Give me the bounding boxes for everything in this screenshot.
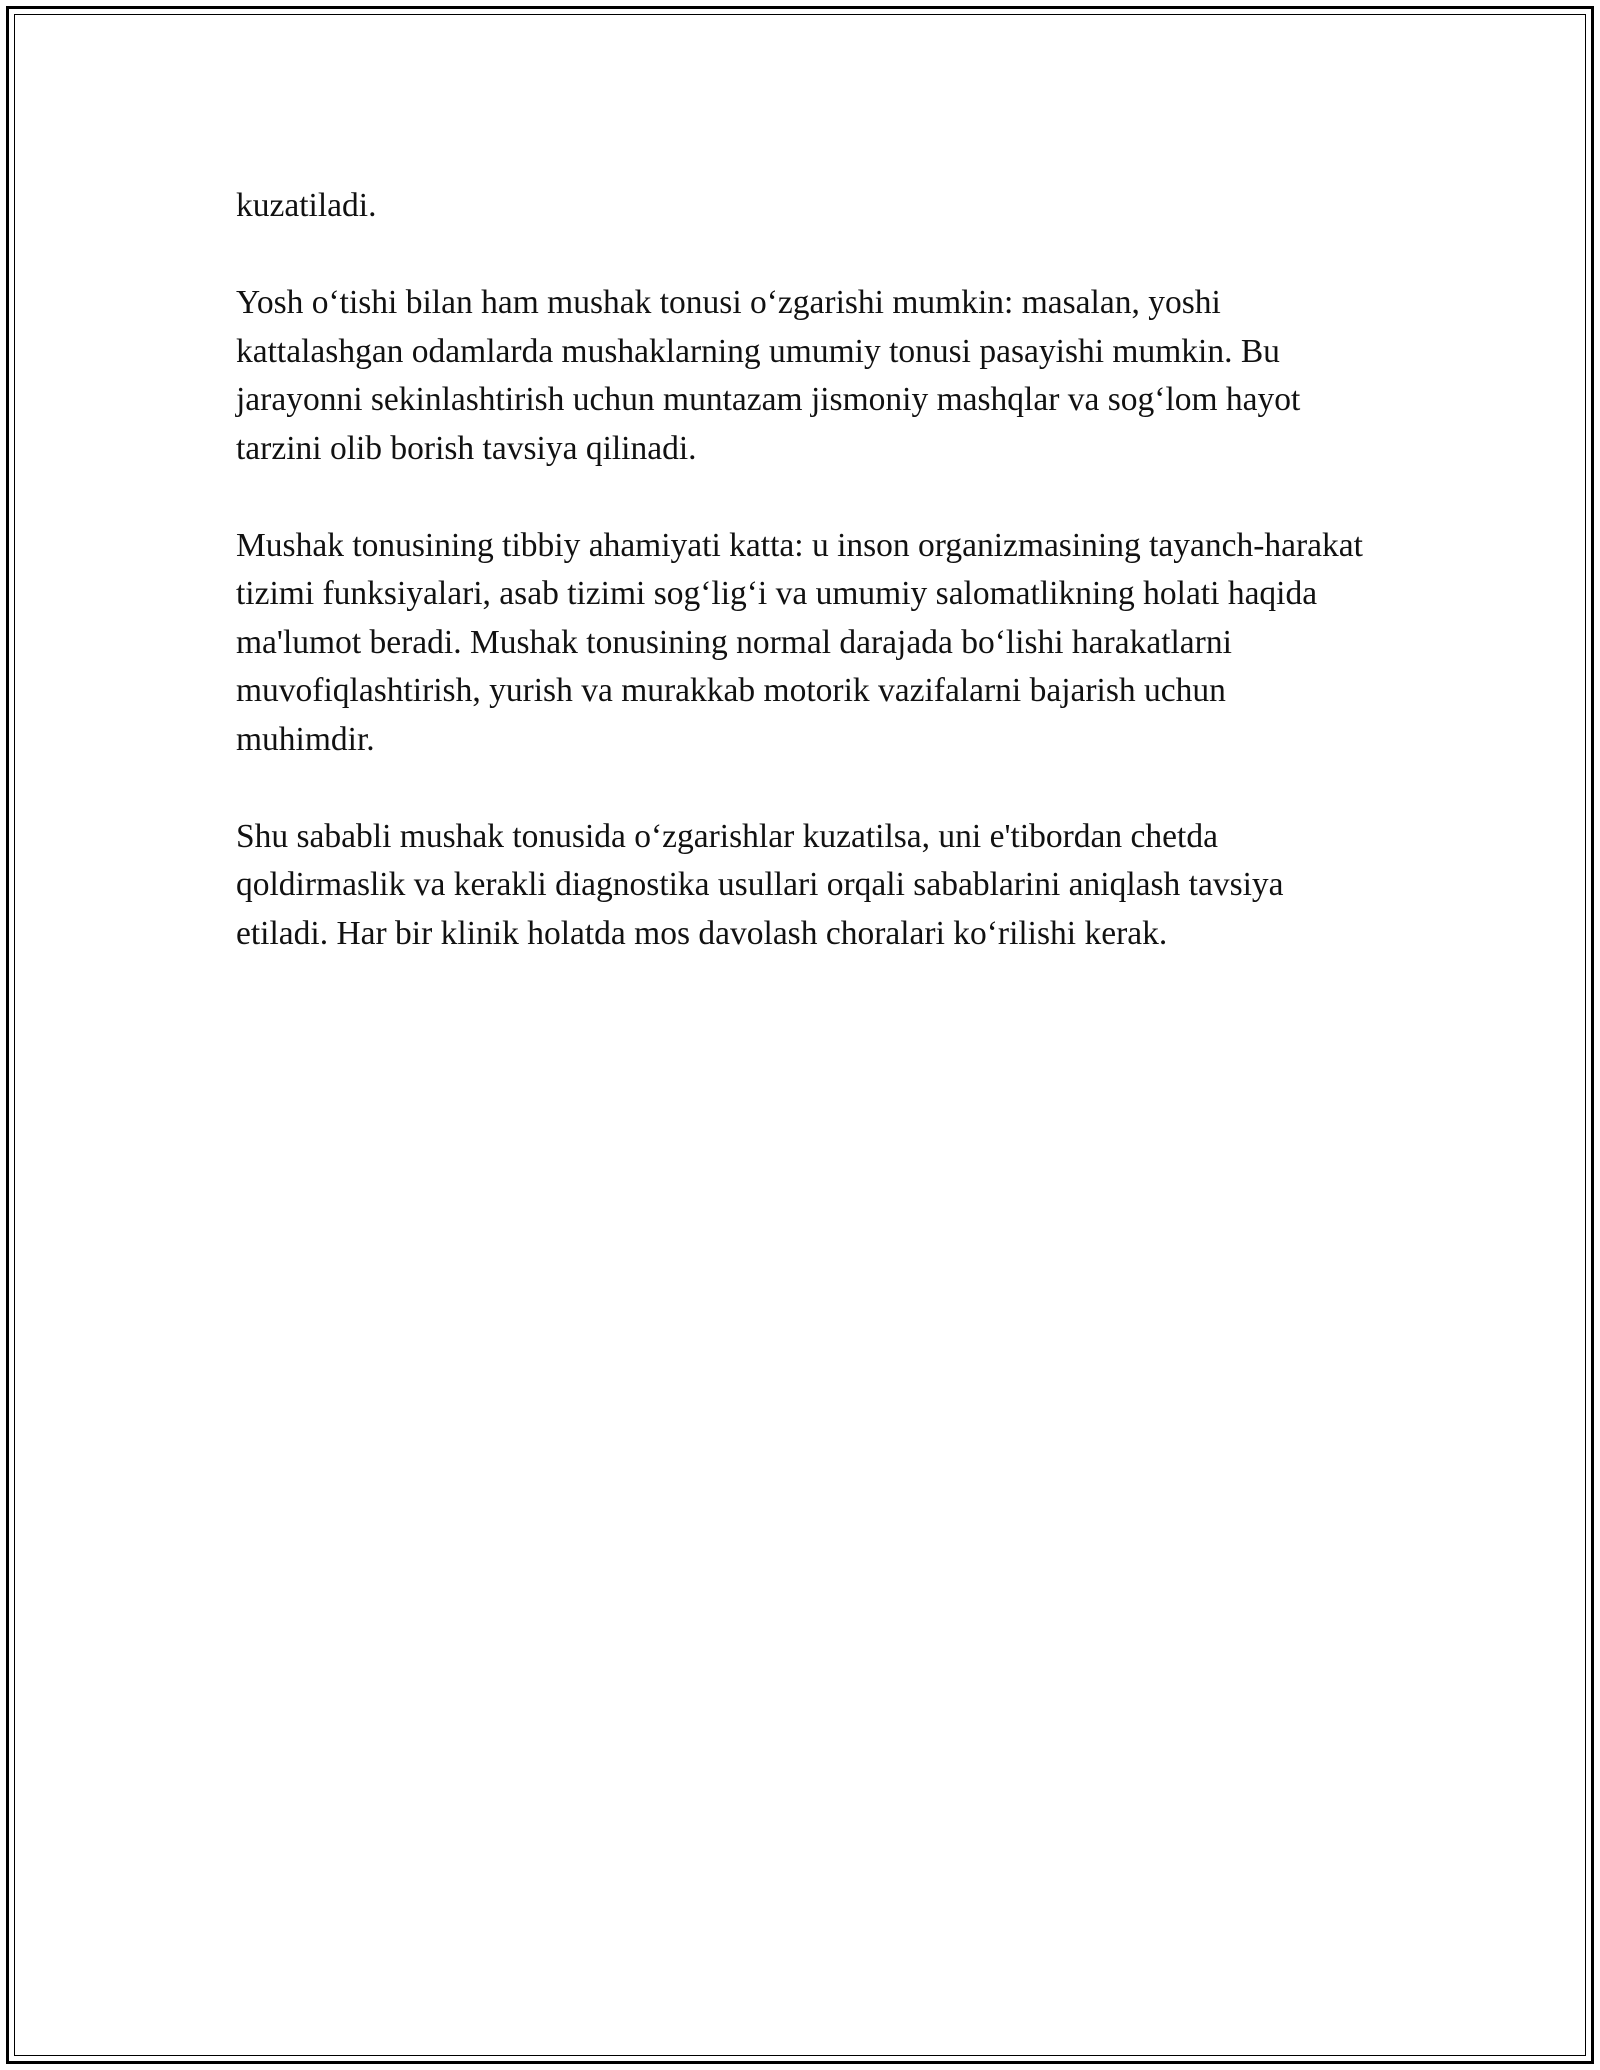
paragraph-continuation: kuzatiladi.: [236, 187, 377, 224]
paragraph-diagnostics-advice: Shu sababli mushak tonusida o‘zgarishlar kuzatilsa, uni e'tibordan chetda qoldirmaslik va kerakli diagnostika usullari orqali sabablarini aniqlash tavsiya etiladi. Har bir klinik holatda mos davolash choralari ko‘rilishi kerak.: [236, 817, 1284, 952]
paragraph-age-tonus: Yosh o‘tishi bilan ham mushak tonusi o‘zgarishi mumkin: masalan, yoshi kattalashgan odamlarda mushaklarning umumiy tonusi pasayishi mumkin. Bu jarayonni sekinlashtirish uchun muntazam jismoniy mashqlar va sog‘lom hayot tarzini olib borish tavsiya qilinadi.: [236, 284, 1301, 467]
paragraph-medical-significance: Mushak tonusining tibbiy ahamiyati katta: u inson organizmasining tayanch-harakat tizimi funksiyalari, asab tizimi sog‘lig‘i va umumiy salomatlikning holati haqida ma'lumot beradi. Mushak tonusining normal darajada bo‘lishi harakatlarni muvofiqlashtirish, yurish va murakkab motorik vazifalarni bajarish uchun muhimdir.: [236, 526, 1363, 758]
document-body: [236, 182, 1366, 958]
